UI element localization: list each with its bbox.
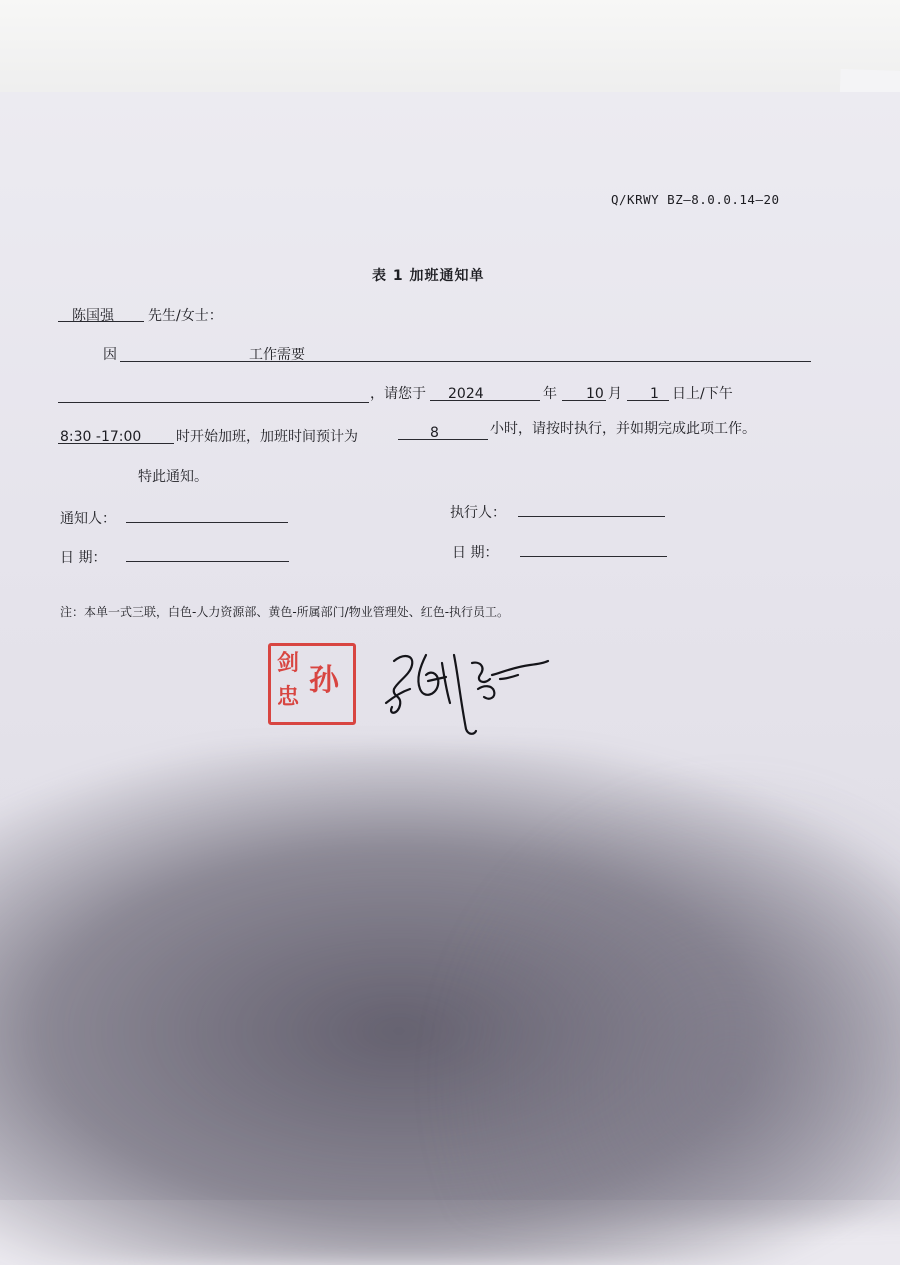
notifier-underline (126, 522, 288, 523)
executor-label: 执行人： (450, 505, 506, 521)
recipient-name: 陈国强 (72, 308, 114, 324)
background-top (0, 0, 900, 100)
hours-value: 8 (430, 425, 439, 441)
date-left-underline (126, 561, 289, 562)
notice-end: 特此通知。 (138, 469, 208, 485)
footnote: 注：本单一式三联，白色-人力资源部、黄色-所属部门/物业管理处、红色-执行员工。 (60, 605, 510, 619)
photo-shadow-secondary (420, 760, 900, 1220)
year-underline (430, 400, 540, 401)
red-seal-stamp (268, 643, 356, 725)
day-value: 1 (650, 386, 659, 402)
reason-prefix: 因 (103, 347, 117, 363)
seal-char-2: 孙 (309, 663, 339, 698)
seal-char-3: 忠 (277, 684, 300, 710)
year-unit: 年 (543, 386, 557, 402)
month-value: 10 (586, 386, 604, 402)
reason-continuation-underline (58, 402, 369, 403)
reason-underline (120, 361, 811, 362)
recipient-salutation: 先生/女士： (148, 308, 223, 324)
time-value: 8:30 -17:00 (60, 429, 142, 445)
reason-value: 工作需要 (249, 347, 305, 363)
day-underline (627, 400, 669, 401)
date-right-underline (520, 556, 667, 557)
date-label-right: 日 期： (452, 545, 499, 561)
month-unit: 月 (608, 386, 622, 402)
hours-underline (398, 439, 488, 440)
year-value: 2024 (448, 386, 484, 402)
time-text: 时开始加班，加班时间预计为 (176, 429, 358, 445)
date-label-left: 日 期： (60, 550, 107, 566)
time-tail: 小时，请按时执行，并如期完成此项工作。 (490, 421, 756, 437)
day-unit: 日上/下午 (672, 386, 733, 402)
notifier-label: 通知人： (60, 511, 116, 527)
seal-char-1: 剑 (277, 650, 300, 676)
form-title: 表 1 加班通知单 (372, 268, 485, 284)
document-code: Q/KRWY BZ—8.0.0.14—20 (611, 192, 780, 207)
handwritten-signature (380, 645, 550, 740)
date-please-text: ，请您于 (370, 386, 426, 402)
executor-underline (518, 516, 665, 517)
